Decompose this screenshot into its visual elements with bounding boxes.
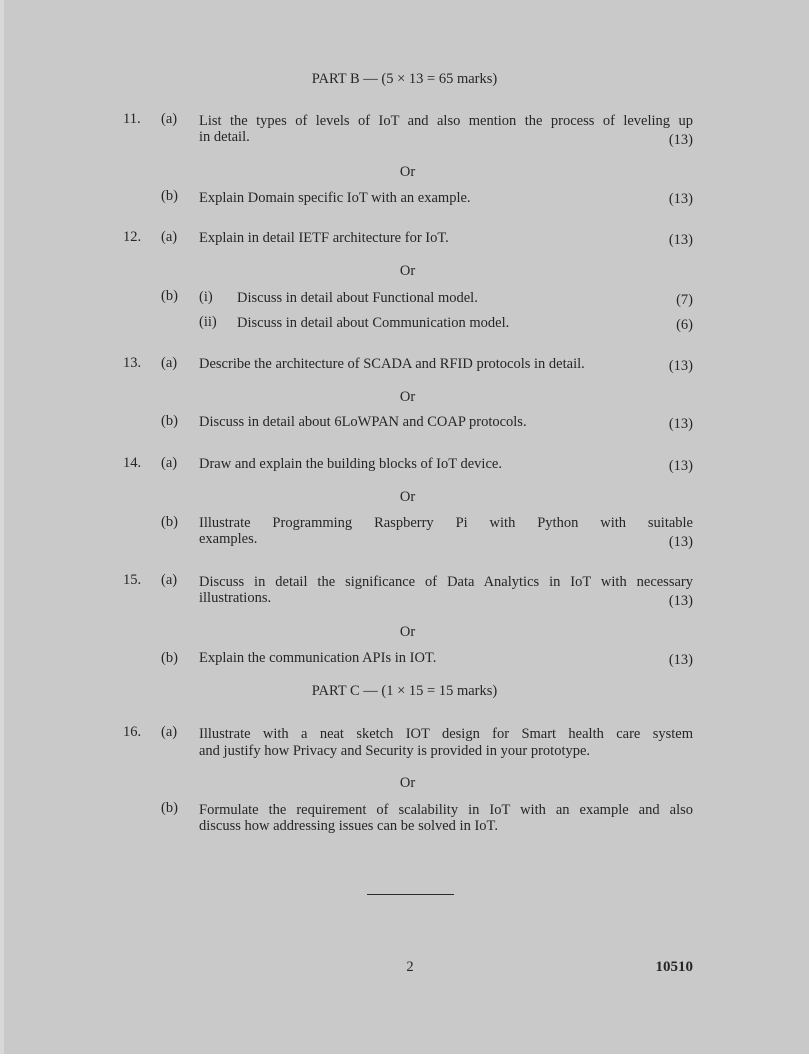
part-c-heading: PART C — (1 × 15 = 15 marks) bbox=[311, 683, 498, 699]
q12-b-i-text: Discuss in detail about Functional model. bbox=[237, 290, 478, 306]
or-separator: Or bbox=[399, 624, 416, 640]
q11-b-label: (b) bbox=[161, 188, 178, 204]
q13-a-marks: (13) bbox=[668, 358, 693, 374]
q16-b-text-line2: discuss how addressing issues can be solved in IoT. bbox=[199, 818, 498, 834]
q14-b-text-line1: Illustrate Programming Raspberry Pi with Python with suitable bbox=[199, 515, 693, 531]
or-separator: Or bbox=[399, 389, 416, 405]
or-separator: Or bbox=[399, 489, 416, 505]
q12-b-ii-text: Discuss in detail about Communication model. bbox=[237, 315, 510, 331]
q15-a-text-line2: illustrations. bbox=[199, 590, 272, 606]
q12-a-label: (a) bbox=[161, 229, 178, 245]
q12-b-ii-label: (ii) bbox=[199, 314, 217, 330]
end-rule bbox=[367, 894, 454, 895]
q14-a-marks: (13) bbox=[668, 458, 693, 474]
q16-a-label: (a) bbox=[161, 724, 178, 740]
q13-b-label: (b) bbox=[161, 413, 178, 429]
question-number-13: 13. bbox=[123, 355, 142, 371]
q11-b-marks: (13) bbox=[668, 191, 693, 207]
q14-b-label: (b) bbox=[161, 514, 178, 530]
q14-b-marks: (13) bbox=[668, 534, 693, 550]
q15-b-label: (b) bbox=[161, 650, 178, 666]
q16-b-text-line1: Formulate the requirement of scalability in IoT with an example and also bbox=[199, 802, 693, 818]
paper-code: 10510 bbox=[655, 959, 693, 975]
q15-a-marks: (13) bbox=[668, 593, 693, 609]
q13-b-text: Discuss in detail about 6LoWPAN and COAP protocols. bbox=[199, 414, 527, 430]
q16-b-label: (b) bbox=[161, 800, 178, 816]
q11-a-marks: (13) bbox=[668, 132, 693, 148]
q16-a-text-line2: and justify how Privacy and Security is provided in your prototype. bbox=[199, 743, 591, 759]
q14-a-text: Draw and explain the building blocks of IoT device. bbox=[199, 456, 502, 472]
q15-b-marks: (13) bbox=[668, 652, 693, 668]
q12-b-label: (b) bbox=[161, 288, 178, 304]
question-number-11: 11. bbox=[123, 111, 141, 127]
q15-b-text: Explain the communication APIs in IOT. bbox=[199, 650, 437, 666]
q12-b-ii-marks: (6) bbox=[676, 317, 693, 333]
q11-b-text: Explain Domain specific IoT with an example. bbox=[199, 190, 471, 206]
or-separator: Or bbox=[399, 775, 416, 791]
q15-a-text-line1: Discuss in detail the significance of Data Analytics in IoT with necessary bbox=[199, 574, 693, 590]
q12-a-marks: (13) bbox=[668, 232, 693, 248]
question-number-12: 12. bbox=[123, 229, 142, 245]
q14-a-label: (a) bbox=[161, 455, 178, 471]
page-number: 2 bbox=[406, 959, 414, 975]
or-separator: Or bbox=[399, 164, 416, 180]
scan-bottom-edge bbox=[0, 1054, 809, 1062]
q13-a-label: (a) bbox=[161, 355, 178, 371]
q15-a-label: (a) bbox=[161, 572, 178, 588]
q12-a-text: Explain in detail IETF architecture for IoT. bbox=[199, 230, 449, 246]
question-number-16: 16. bbox=[123, 724, 142, 740]
q14-b-text-line2: examples. bbox=[199, 531, 258, 547]
question-number-15: 15. bbox=[123, 572, 142, 588]
q13-b-marks: (13) bbox=[668, 416, 693, 432]
q13-a-text: Describe the architecture of SCADA and RFID protocols in detail. bbox=[199, 356, 585, 372]
q16-a-text-line1: Illustrate with a neat sketch IOT design for Smart health care system bbox=[199, 726, 693, 742]
part-b-heading: PART B — (5 × 13 = 65 marks) bbox=[311, 71, 498, 87]
or-separator: Or bbox=[399, 263, 416, 279]
q12-b-i-marks: (7) bbox=[676, 292, 693, 308]
q11-a-text-line2: in detail. bbox=[199, 129, 250, 145]
scan-left-edge bbox=[0, 0, 4, 1062]
question-number-14: 14. bbox=[123, 455, 142, 471]
q11-a-label: (a) bbox=[161, 111, 178, 127]
q12-b-i-label: (i) bbox=[199, 289, 213, 305]
q11-a-text-line1: List the types of levels of IoT and also mention the process of leveling up bbox=[199, 113, 693, 129]
